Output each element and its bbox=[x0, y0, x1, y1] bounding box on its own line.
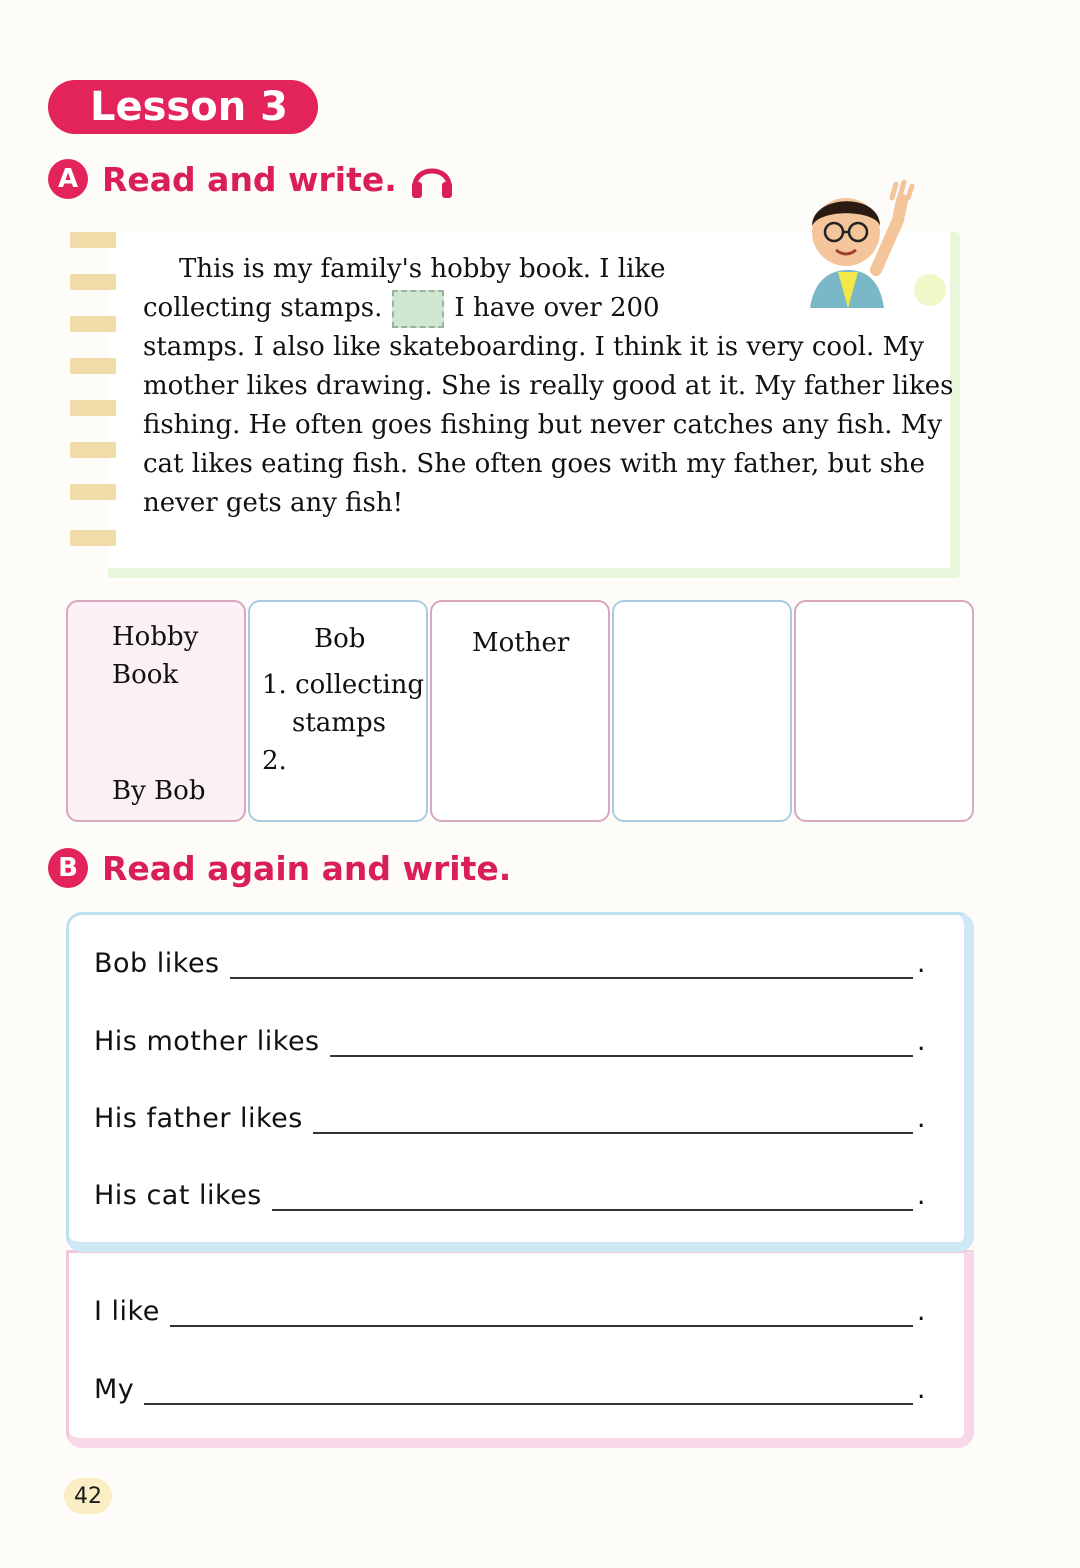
passage-line: This is my family's hobby book. I like bbox=[179, 254, 666, 284]
spiral-binding bbox=[70, 232, 116, 248]
hobby-page-blank[interactable] bbox=[794, 600, 974, 822]
bob-page-title: Bob bbox=[314, 624, 366, 654]
section-a-badge: A bbox=[48, 159, 88, 199]
section-a-heading bbox=[48, 158, 455, 200]
spiral-binding bbox=[70, 484, 116, 500]
answer-line[interactable] bbox=[313, 1108, 913, 1134]
section-a-title: Read and write. bbox=[102, 159, 397, 199]
hobby-book-cover bbox=[66, 600, 246, 822]
personal-writing-panel bbox=[66, 1250, 974, 1448]
prompt-i: I like bbox=[94, 1296, 160, 1327]
spiral-binding bbox=[70, 442, 116, 458]
spiral-binding bbox=[70, 358, 116, 374]
write-row-i bbox=[94, 1296, 926, 1327]
answer-line[interactable] bbox=[144, 1379, 913, 1405]
section-b-heading bbox=[48, 848, 511, 888]
hobby-page-bob bbox=[248, 600, 428, 822]
period: . bbox=[916, 948, 926, 979]
bob-hobby-1-cont: stamps bbox=[292, 708, 386, 738]
period: . bbox=[916, 1296, 926, 1327]
passage-line: fishing. He often goes fishing but never catches any fish. My bbox=[143, 410, 943, 440]
passage-line-part: collecting stamps. bbox=[143, 293, 383, 323]
cover-title-line1: Hobby bbox=[112, 622, 199, 652]
prompt-bob: Bob likes bbox=[94, 948, 220, 979]
section-b-badge: B bbox=[48, 848, 88, 888]
answer-line[interactable] bbox=[230, 953, 913, 979]
reading-passage bbox=[143, 250, 953, 523]
spiral-binding bbox=[70, 274, 116, 290]
answer-line[interactable] bbox=[272, 1185, 913, 1211]
prompt-mother: His mother likes bbox=[94, 1026, 320, 1057]
cover-author: By Bob bbox=[112, 776, 206, 806]
lesson-title: Lesson 3 bbox=[48, 80, 318, 134]
stamp-image bbox=[392, 290, 444, 328]
passage-line: cat likes eating fish. She often goes with my father, but she bbox=[143, 449, 926, 479]
write-row-bob bbox=[94, 948, 926, 979]
bob-hobby-1: 1. collecting bbox=[262, 670, 425, 700]
spiral-binding bbox=[70, 530, 116, 546]
mother-page-title: Mother bbox=[472, 628, 570, 658]
passage-line bbox=[143, 289, 953, 328]
passage-line: never gets any fish! bbox=[143, 488, 404, 518]
section-b-title: Read again and write. bbox=[102, 848, 512, 888]
spiral-binding bbox=[70, 400, 116, 416]
prompt-cat: His cat likes bbox=[94, 1180, 262, 1211]
passage-line-part: I have over 200 bbox=[454, 293, 660, 323]
hobby-page-blank[interactable] bbox=[612, 600, 792, 822]
period: . bbox=[916, 1180, 926, 1211]
write-row-cat bbox=[94, 1180, 926, 1211]
passage-line: stamps. I also like skateboarding. I think it is very cool. My bbox=[143, 332, 924, 362]
page-number: 42 bbox=[64, 1478, 112, 1514]
hobby-page-mother[interactable] bbox=[430, 600, 610, 822]
headphones-icon[interactable] bbox=[409, 158, 455, 200]
write-row-father bbox=[94, 1103, 926, 1134]
period: . bbox=[916, 1103, 926, 1134]
period: . bbox=[916, 1026, 926, 1057]
prompt-father: His father likes bbox=[94, 1103, 303, 1134]
passage-line: mother likes drawing. She is really good at it. My father likes bbox=[143, 371, 954, 401]
cover-title-line2: Book bbox=[112, 660, 179, 690]
answer-line[interactable] bbox=[170, 1301, 913, 1327]
bob-hobby-2[interactable]: 2. bbox=[262, 746, 287, 776]
write-row-my bbox=[94, 1374, 926, 1405]
spiral-binding bbox=[70, 316, 116, 332]
period: . bbox=[916, 1374, 926, 1405]
prompt-my: My bbox=[94, 1374, 135, 1405]
answer-line[interactable] bbox=[330, 1031, 913, 1057]
write-row-mother bbox=[94, 1026, 926, 1057]
